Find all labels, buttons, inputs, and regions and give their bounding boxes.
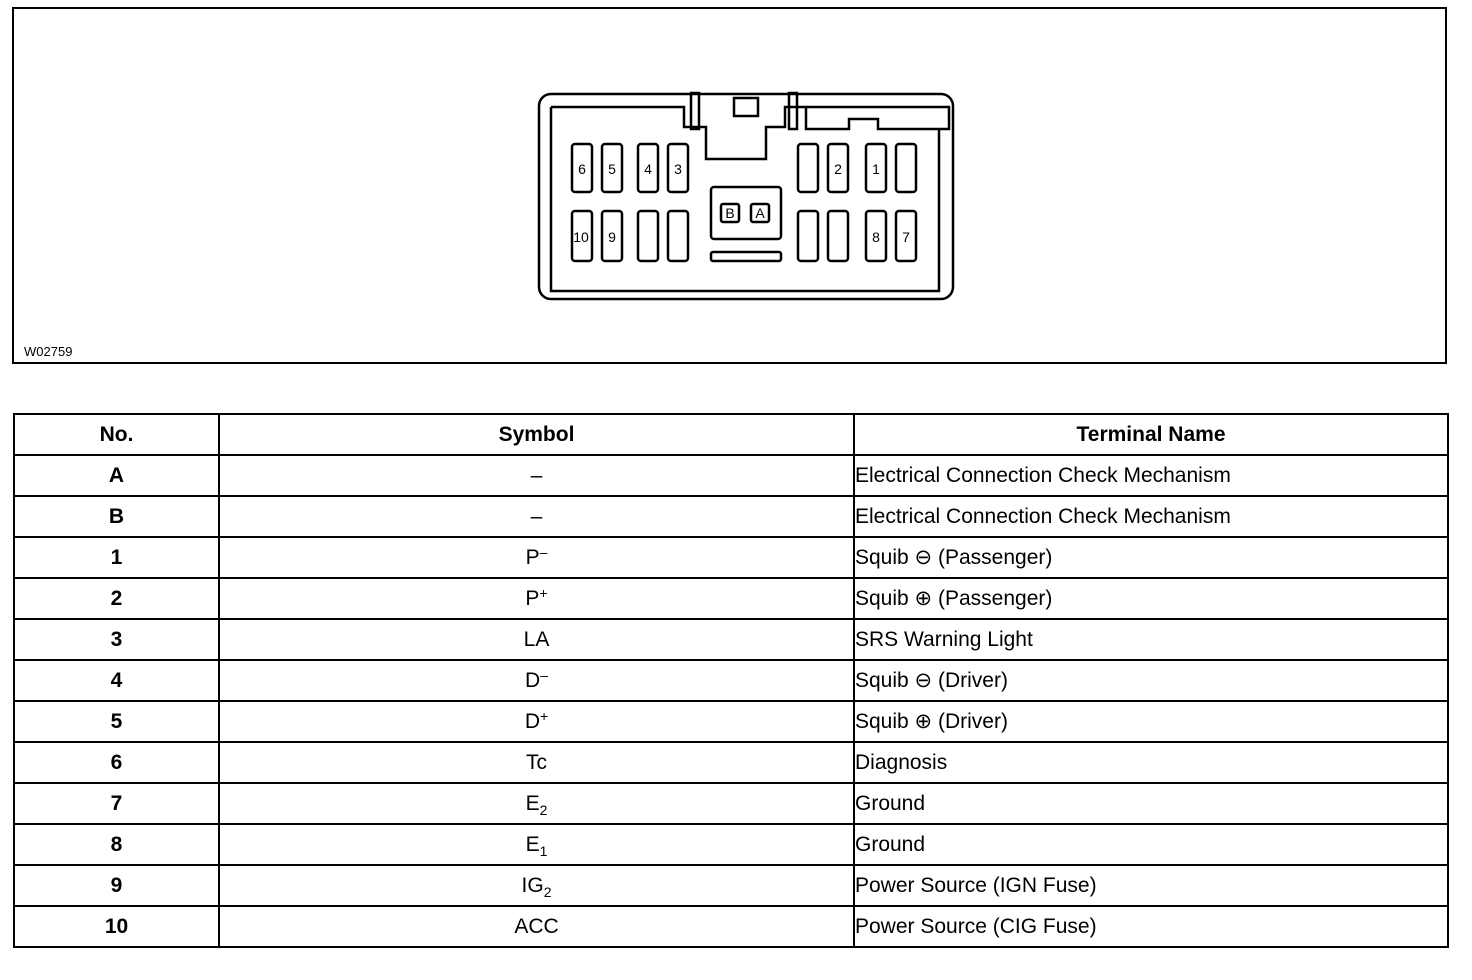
- table-row: [14, 496, 1448, 537]
- pin-label: 3: [674, 161, 682, 177]
- cell-symbol: [219, 578, 854, 619]
- symbol-base: P: [525, 586, 540, 610]
- check-pin-label: A: [755, 205, 765, 221]
- symbol-base: E: [525, 791, 540, 815]
- pin-label: 10: [573, 229, 589, 245]
- table-row: [14, 660, 1448, 701]
- cell-terminal-name: Ground: [854, 783, 1448, 824]
- cell-terminal-name: Diagnosis: [854, 742, 1448, 783]
- cell-no: 7: [14, 783, 219, 824]
- cell-no: 5: [14, 701, 219, 742]
- symbol-base: LA: [523, 627, 550, 651]
- symbol-base: Tc: [526, 750, 547, 774]
- pin-label: 5: [608, 161, 616, 177]
- table-row: [14, 455, 1448, 496]
- symbol-base: E: [525, 832, 540, 856]
- symbol-base: P: [525, 545, 540, 569]
- symbol-superscript: –: [540, 666, 548, 683]
- cell-terminal-name: Squib ⊖ (Driver): [854, 660, 1448, 701]
- symbol-superscript: –: [539, 543, 548, 560]
- symbol-superscript: +: [539, 707, 549, 724]
- cell-symbol: [219, 619, 854, 660]
- header-no: No.: [14, 414, 219, 455]
- symbol-base: –: [530, 504, 543, 528]
- pin-label: 2: [834, 161, 842, 177]
- symbol-base: D: [524, 709, 540, 733]
- cell-symbol: [219, 660, 854, 701]
- cell-symbol: [219, 537, 854, 578]
- cell-symbol: [219, 496, 854, 537]
- cell-no: 3: [14, 619, 219, 660]
- table-row: [14, 701, 1448, 742]
- pin-label: 9: [608, 229, 616, 245]
- cell-terminal-name: Power Source (IGN Fuse): [854, 865, 1448, 906]
- cell-symbol: [219, 906, 854, 947]
- cell-no: 2: [14, 578, 219, 619]
- cell-terminal-name: Electrical Connection Check Mechanism: [854, 455, 1448, 496]
- figure-code: W02759: [24, 344, 73, 359]
- table-row: [14, 865, 1448, 906]
- table-row: [14, 578, 1448, 619]
- symbol-base: D: [525, 668, 541, 692]
- table-row: [14, 742, 1448, 783]
- cell-no: 8: [14, 824, 219, 865]
- cell-no: 1: [14, 537, 219, 578]
- cell-symbol: [219, 701, 854, 742]
- symbol-superscript: +: [539, 584, 548, 601]
- cell-no: A: [14, 455, 219, 496]
- symbol-base: ACC: [514, 914, 559, 938]
- table-row: [14, 783, 1448, 824]
- connector-housing-inner: [551, 107, 949, 291]
- symbol-subscript: 1: [539, 842, 548, 859]
- table-row: [14, 537, 1448, 578]
- check-pin-label: B: [725, 205, 735, 221]
- cell-symbol: [219, 865, 854, 906]
- terminal-table: [13, 413, 1449, 948]
- cell-no: 4: [14, 660, 219, 701]
- connector-housing-outer: [539, 94, 953, 299]
- cell-symbol: [219, 455, 854, 496]
- latch-right: [789, 93, 797, 129]
- cell-symbol: [219, 783, 854, 824]
- symbol-base: –: [530, 463, 543, 487]
- table-header-row: [14, 414, 1448, 455]
- connector-diagram: [14, 9, 1445, 362]
- table-row: [14, 824, 1448, 865]
- pin-label: 4: [644, 161, 652, 177]
- header-terminal-name: Terminal Name: [854, 414, 1448, 455]
- cell-terminal-name: Squib ⊕ (Driver): [854, 701, 1448, 742]
- cell-terminal-name: SRS Warning Light: [854, 619, 1448, 660]
- cell-terminal-name: Squib ⊖ (Passenger): [854, 537, 1448, 578]
- cell-symbol: [219, 824, 854, 865]
- symbol-subscript: 2: [539, 801, 548, 818]
- cell-terminal-name: Electrical Connection Check Mechanism: [854, 496, 1448, 537]
- cell-no: 9: [14, 865, 219, 906]
- pin-label: 6: [578, 161, 586, 177]
- table-row: [14, 906, 1448, 947]
- connector-figure: [12, 7, 1447, 364]
- cell-symbol: [219, 742, 854, 783]
- cell-terminal-name: Ground: [854, 824, 1448, 865]
- pin-label: 8: [872, 229, 880, 245]
- symbol-subscript: 2: [543, 883, 552, 900]
- cell-terminal-name: Squib ⊕ (Passenger): [854, 578, 1448, 619]
- check-mechanism-bar: [711, 252, 781, 261]
- cell-no: B: [14, 496, 219, 537]
- pin-label: 7: [902, 229, 910, 245]
- symbol-base: IG: [521, 873, 544, 897]
- header-symbol: Symbol: [219, 414, 854, 455]
- cell-terminal-name: Power Source (CIG Fuse): [854, 906, 1448, 947]
- cell-no: 6: [14, 742, 219, 783]
- latch-left: [691, 93, 699, 129]
- latch-center: [734, 98, 758, 116]
- cell-no: 10: [14, 906, 219, 947]
- pin-label: 1: [872, 161, 880, 177]
- table-row: [14, 619, 1448, 660]
